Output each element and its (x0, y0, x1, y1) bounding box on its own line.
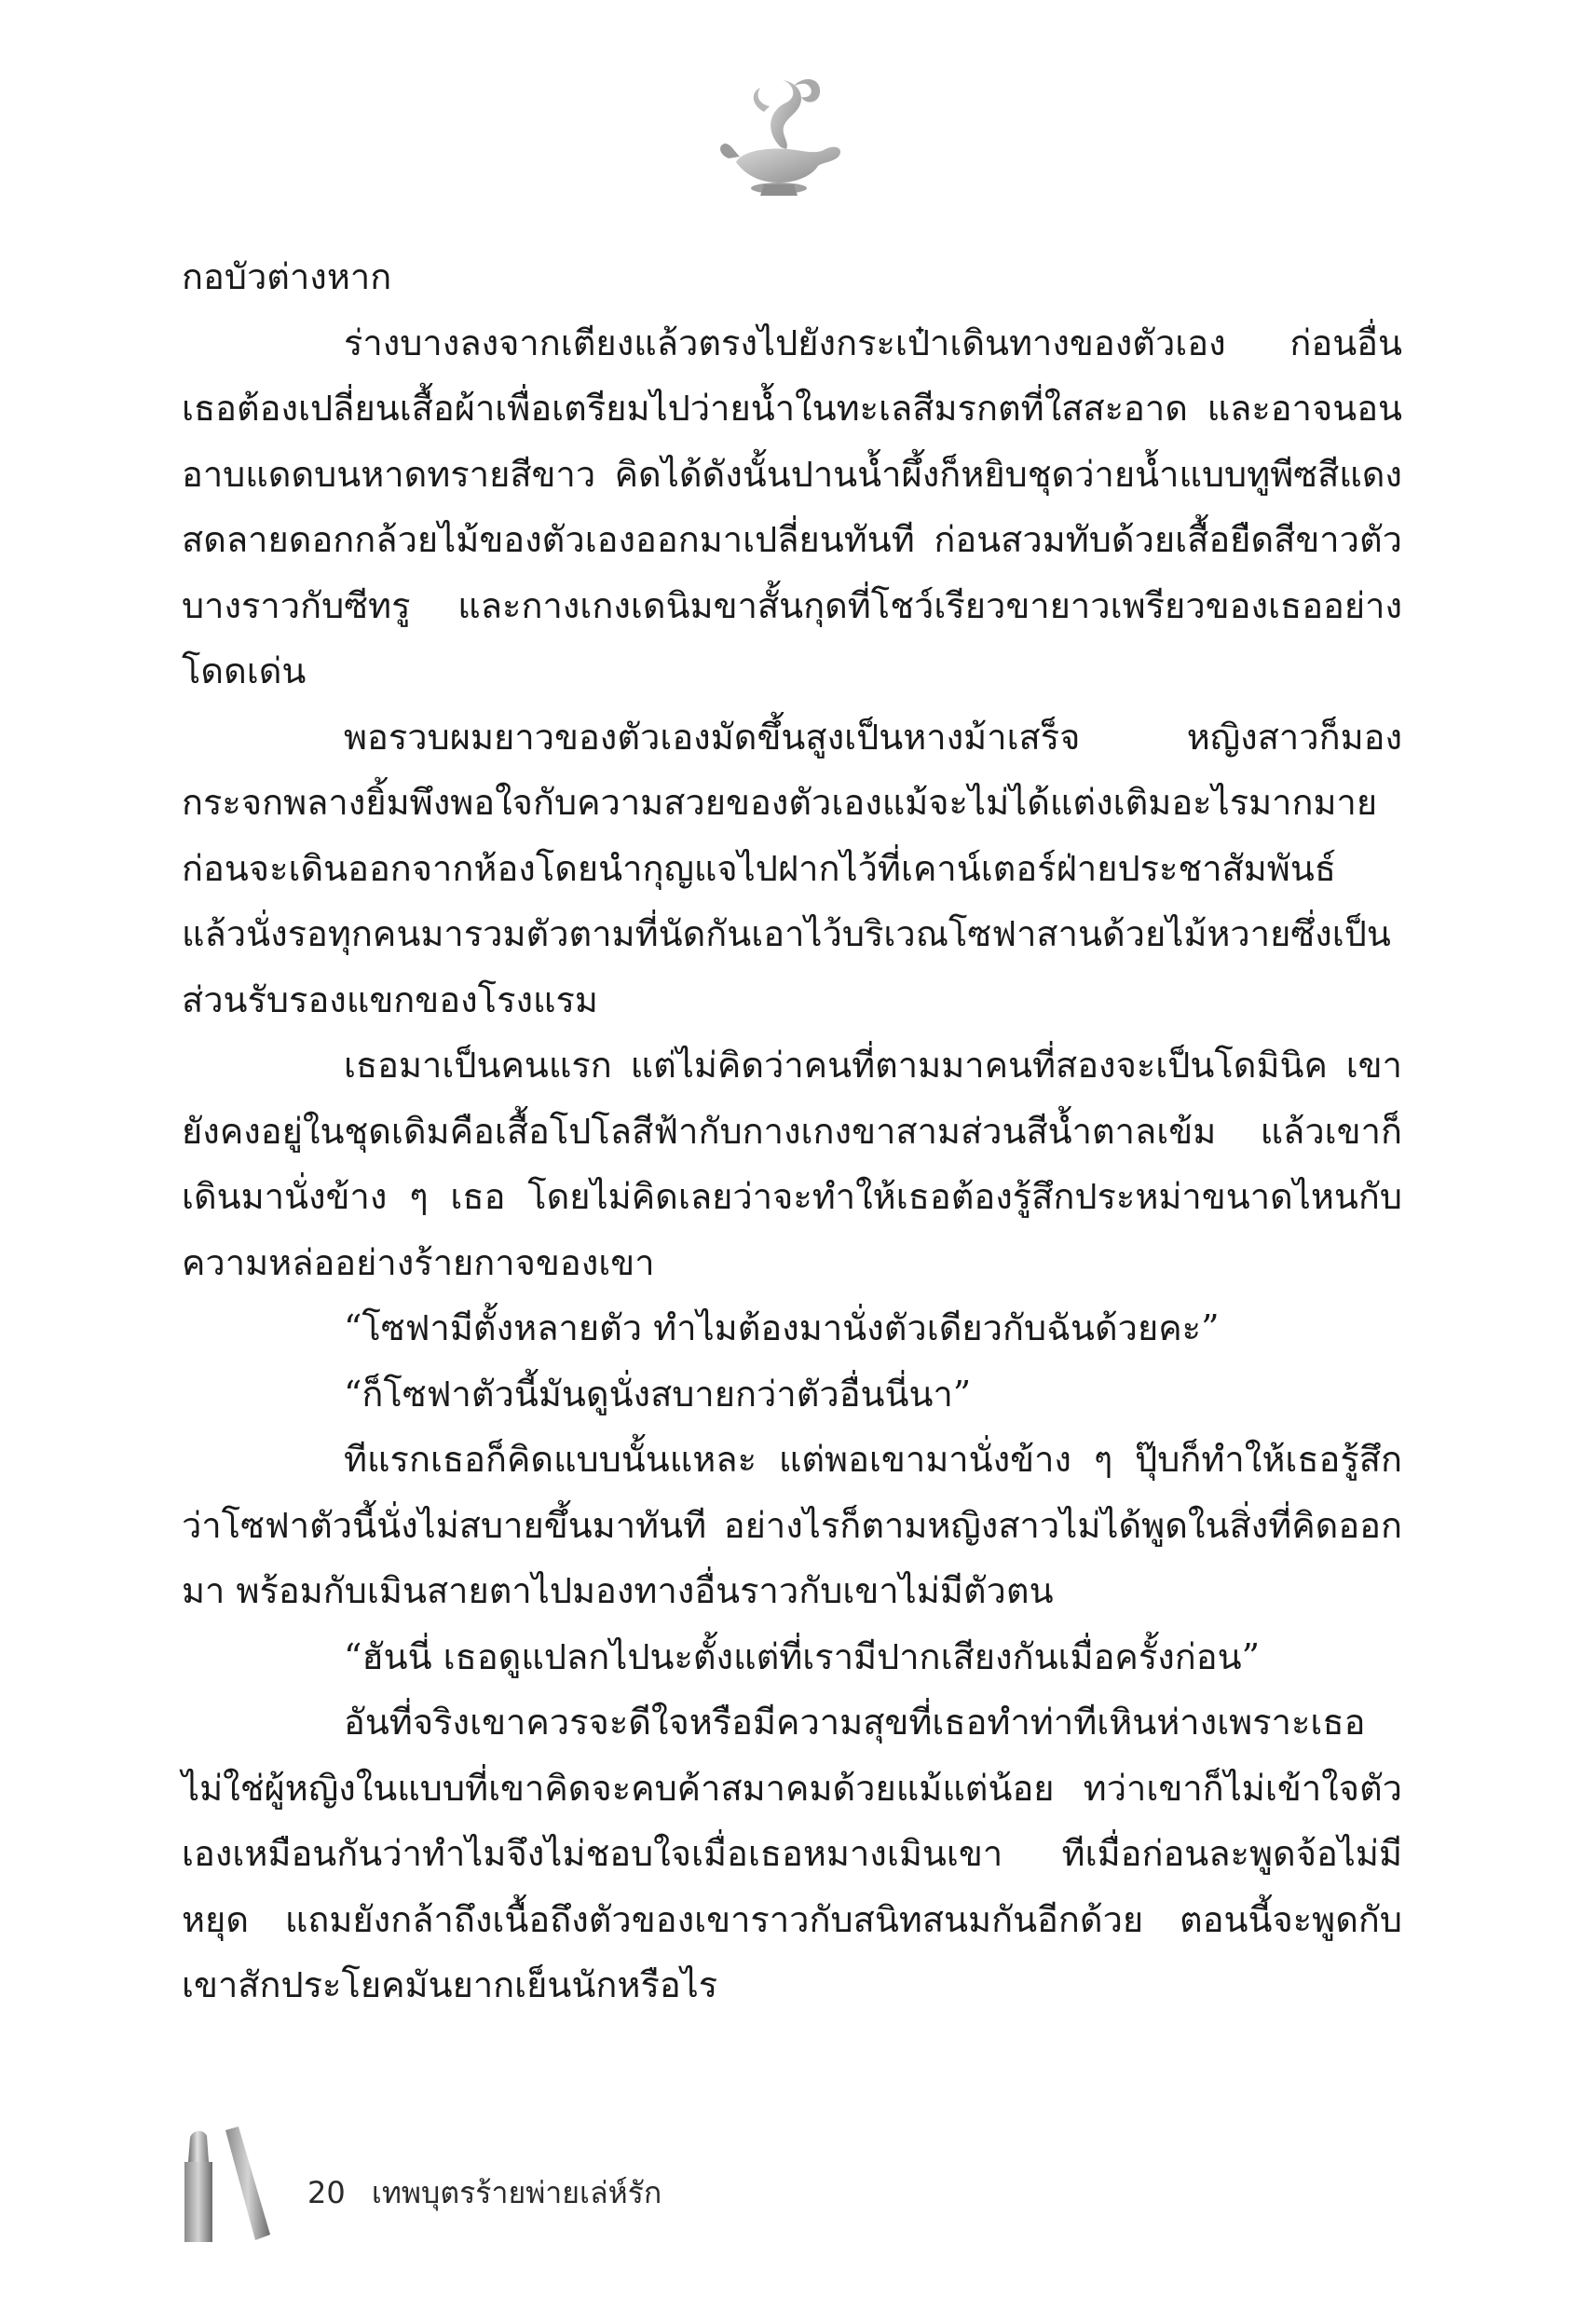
paragraph-1: ร่างบางลงจากเตียงแล้วตรงไปยังกระเป๋าเดินทางของตัวเอง ก่อนอื่นเธอต้องเปลี่ยนเสื้อผ้าเพื่อเตรียมไปว่ายน้ำในทะเลสีมรกตที่ใสสะอาด และอาจนอนอาบแดดบนหาดทรายสีขาว คิดได้ดังนั้นปานน้ำผึ้งก็หยิบชุดว่ายน้ำแบบทูพีซสีแดงสดลายดอกกล้วยไม้ของตัวเองออกมาเปลี่ยนทันที ก่อนสวมทับด้วยเสื้อยืดสีขาวตัวบางราวกับซีทรู และกางเกงเดนิมขาสั้นกุดที่โชว์เรียวขายาวเพรียวของเธออย่างโดดเด่น (182, 321, 1402, 691)
paragraph-7: “ฮันนี่ เธอดูแปลกไปนะตั้งแต่ที่เรามีปากเสียงกันเมื่อครั้งก่อน” (344, 1635, 1261, 1677)
lipstick-icon (177, 2125, 280, 2246)
paragraph-2: พอรวบผมยาวของตัวเองมัดขึ้นสูงเป็นหางม้าเสร็จ หญิงสาวก็มองกระจกพลางยิ้มพึงพอใจกับความสวยของตัวเองแม้จะไม่ได้แต่งเติมอะไรมากมาย ก่อนจะเดินออกจากห้องโดยนำกุญแจไปฝากไว้ที่เคาน์เตอร์ฝ่ายประชาสัมพันธ์ แล้วนั่งรอทุกคนมารวมตัวตามที่นัดกันเอาไว้บริเวณโซฟาสานด้วยไม้หวายซึ่งเป็นส่วนรับรองแขกของโรงแรม (182, 716, 1402, 1020)
paragraph-0: กอบัวต่างหาก (182, 256, 392, 297)
paragraph-8: อันที่จริงเขาควรจะดีใจหรือมีความสุขที่เธอทำท่าทีเหินห่างเพราะเธอไม่ใช่ผู้หญิงในแบบที่เขาคิดจะคบค้าสมาคมด้วยแม้แต่น้อย ทว่าเขาก็ไม่เข้าใจตัวเองเหมือนกันว่าทำไมจึงไม่ชอบใจเมื่อเธอหมางเมินเขา ทีเมื่อก่อนละพูดจ้อไม่มีหยุด แถมยังกล้าถึงเนื้อถึงตัวของเขาราวกับสนิทสนมกันอีกด้วย ตอนนี้จะพูดกับเขาสักประโยคมันยากเย็นนักหรือไร (182, 1702, 1402, 2005)
genie-lamp-icon (708, 65, 857, 214)
page-footer (177, 2125, 829, 2255)
book-title: เทพบุตรร้ายพ่ายเล่ห์รัก (371, 2175, 662, 2210)
page-number: 20 (307, 2175, 346, 2210)
paragraph-5: “ก็โซฟาตัวนี้มันดูนั่งสบายกว่าตัวอื่นนี่นา” (344, 1373, 972, 1415)
paragraph-3: เธอมาเป็นคนแรก แต่ไม่คิดว่าคนที่ตามมาคนที่สองจะเป็นโดมินิค เขายังคงอยู่ในชุดเดิมคือเสื้อโปโลสีฟ้ากับกางเกงขาสามส่วนสีน้ำตาลเข้ม แล้วเขาก็เดินมานั่งข้าง ๆ เธอ โดยไม่คิดเลยว่าจะทำให้เธอต้องรู้สึกประหม่าขนาดไหนกับความหล่ออย่างร้ายกาจของเขา (182, 1045, 1402, 1283)
body-text (182, 244, 1402, 2018)
paragraph-4: “โซฟามีตั้งหลายตัว ทำไมต้องมานั่งตัวเดียวกับฉันด้วยคะ” (344, 1307, 1220, 1348)
paragraph-6: ทีแรกเธอก็คิดแบบนั้นแหละ แต่พอเขามานั่งข้าง ๆ ปุ๊บก็ทำให้เธอรู้สึกว่าโซฟาตัวนี้นั่งไม่สบายขึ้นมาทันที อย่างไรก็ตามหญิงสาวไม่ได้พูดในสิ่งที่คิดออกมา พร้อมกับเมินสายตาไปมองทางอื่นราวกับเขาไม่มีตัวตน (182, 1439, 1402, 1611)
footer-text (307, 2169, 662, 2217)
